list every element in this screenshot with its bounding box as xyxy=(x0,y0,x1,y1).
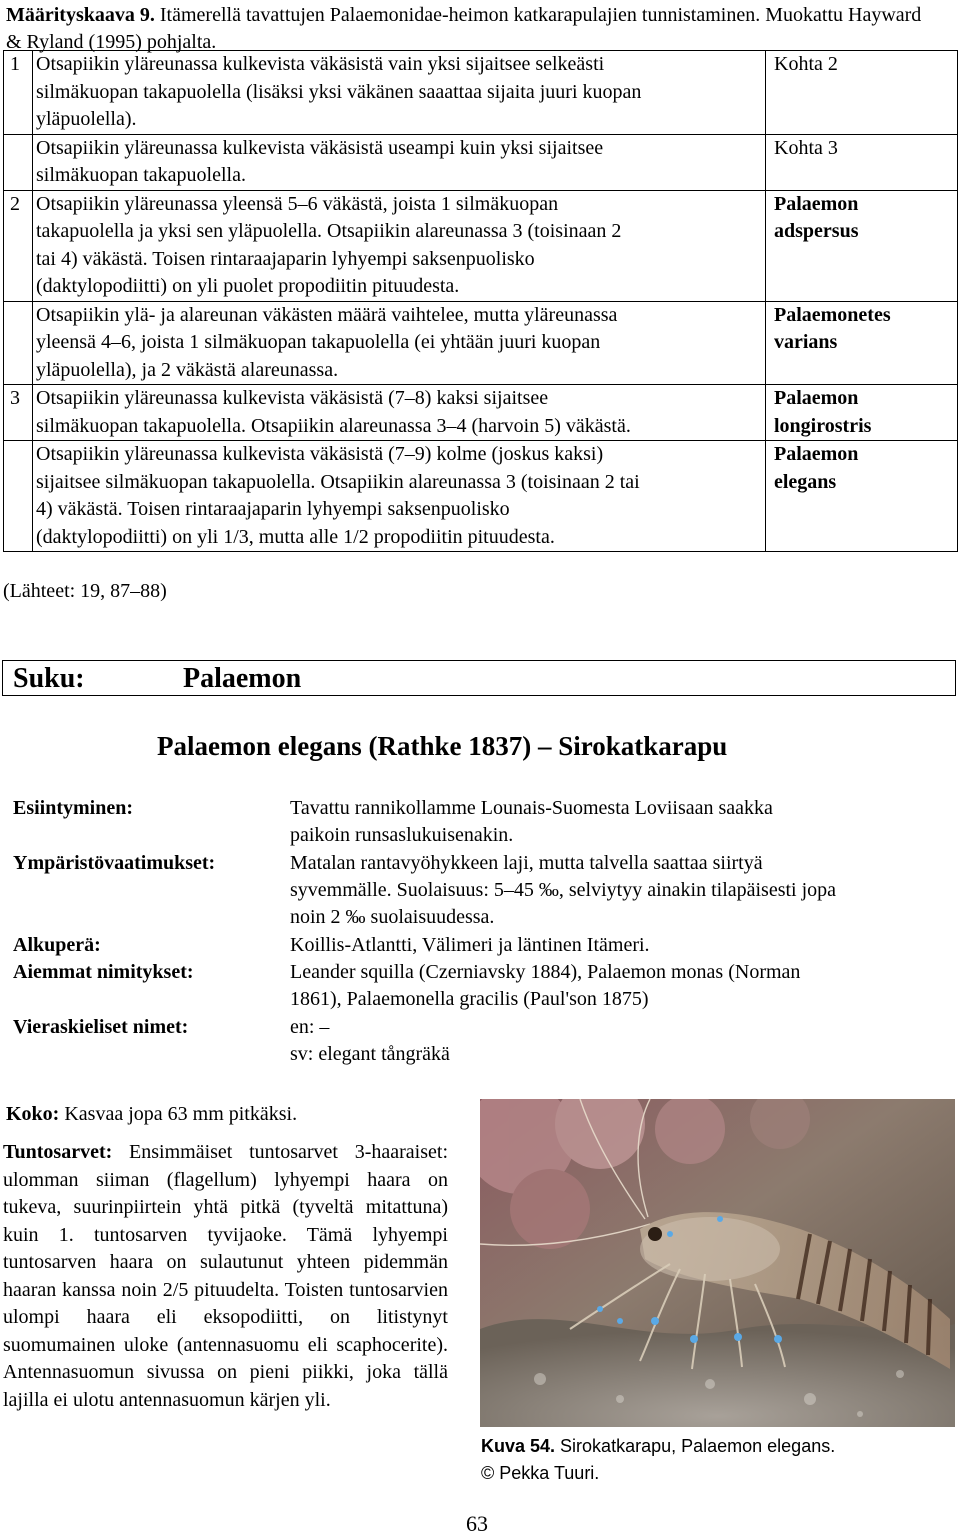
key-row-description xyxy=(33,441,766,552)
figure-text: Sirokatkarapu, Palaemon elegans. xyxy=(555,1436,836,1456)
antennae-text: Ensimmäiset tuntosarvet 3-haaraiset: ulomman siiman (flagellum) lyhyempi haara on tukeva, suurinpiirtein yhtä pitkä (tyveltä mitattuna) kuin 1. tuntosarven tyvijaoke. Tämä lyhyempi tuntosarven haara on sulautunut yhteen pidemmän haaran kanssa noin 2/5 pituudelta. Toisten tuntosarvien ulompi haara eli eksopodiitti, on litistynyt suomumainen uloke (antennasuomu eli scaphocerite). Antennasuomun sivussa on pieni piikki, joka tällä lajilla ei ulotu antennasuomun kärjen yli. xyxy=(3,1141,448,1411)
key-result-line: Palaemon xyxy=(774,387,859,409)
key-row-number xyxy=(4,441,33,552)
key-result-line: adspersus xyxy=(774,220,859,242)
key-row-number: 3 xyxy=(4,385,33,441)
antennae-label: Tuntosarvet: xyxy=(3,1141,113,1163)
key-row xyxy=(4,385,958,441)
figure-label: Kuva 54. xyxy=(481,1436,556,1456)
key-row xyxy=(4,51,958,135)
size-label: Koko: xyxy=(6,1103,60,1125)
size-line xyxy=(6,1101,297,1128)
foreign-names-value xyxy=(290,1014,950,1068)
key-row-number xyxy=(4,134,33,190)
key-description-line: Otsapiikin ylä- ja alareunan väkästen määrä vaihtelee, mutta yläreunassa xyxy=(36,303,618,326)
key-row-number: 2 xyxy=(4,190,33,301)
foreign-name-sv: sv: elegant tångräkä xyxy=(290,1043,450,1065)
shrimp-photo-illustration xyxy=(480,1099,955,1427)
key-description-line: yläpuolella). xyxy=(36,108,137,130)
key-row xyxy=(4,190,958,301)
sources-line: (Lähteet: 19, 87–88) xyxy=(3,580,167,602)
key-description-line: takapuolella ja yksi sen yläpuolella. Otsapiikin alareunassa 3 (toisinaan 2 xyxy=(36,220,622,242)
key-result-line: Kohta 3 xyxy=(774,136,838,159)
key-row xyxy=(4,134,958,190)
occurrence-line: paikoin runsaslukuisenakin. xyxy=(290,824,514,846)
key-row-number: 1 xyxy=(4,51,33,135)
genus-box xyxy=(2,660,956,696)
key-result-line: varians xyxy=(774,331,838,353)
key-description-line: Otsapiikin yläreunassa kulkevista väkäsistä (7–9) kolme (joskus kaksi) xyxy=(36,443,604,465)
key-result-line: Kohta 2 xyxy=(774,53,838,75)
key-row-result xyxy=(766,385,958,441)
key-description-line: Otsapiikin yläreunassa kulkevista väkäsistä useampi kuin yksi sijaitsee xyxy=(36,136,604,159)
key-row-result xyxy=(766,51,958,135)
figure-caption xyxy=(481,1433,835,1460)
key-row-description xyxy=(33,190,766,301)
key-description-line: silmäkuopan takapuolella. Otsapiikin alareunassa 3–4 (harvoin 5) väkästä. xyxy=(36,414,631,437)
key-row xyxy=(4,441,958,552)
occurrence-label: Esiintyminen: xyxy=(13,797,134,819)
key-row-result xyxy=(766,301,958,385)
occurrence-value xyxy=(290,795,950,849)
key-result-line: Palaemonetes xyxy=(774,303,891,326)
environment-label: Ympäristövaatimukset: xyxy=(13,852,216,874)
key-description-line: Otsapiikin yläreunassa kulkevista väkäsistä vain yksi sijaitsee selkeästi xyxy=(36,53,605,75)
identification-key-table xyxy=(3,50,958,552)
environment-line: noin 2 ‰ suolaisuudessa. xyxy=(290,906,495,928)
page-number: 63 xyxy=(466,1511,488,1536)
key-row-description xyxy=(33,385,766,441)
key-description-line: sijaitsee silmäkuopan takapuolella. Otsapiikin alareunassa 3 (toisinaan 2 tai xyxy=(36,470,640,493)
key-result-line: elegans xyxy=(774,470,837,493)
former-names-line: Leander squilla (Czerniavsky 1884), Palaemon monas (Norman xyxy=(290,961,801,983)
foreign-names-label: Vieraskieliset nimet: xyxy=(13,1016,189,1038)
figure-credit: © Pekka Tuuri. xyxy=(481,1463,600,1483)
size-text: Kasvaa jopa 63 mm pitkäksi. xyxy=(59,1103,298,1125)
environment-line: syvemmälle. Suolaisuus: 5–45 ‰, selviytyy ainakin tilapäisesti jopa xyxy=(290,879,837,901)
key-row-result xyxy=(766,134,958,190)
origin-value: Koillis-Atlantti, Välimeri ja läntinen Itämeri. xyxy=(290,934,650,956)
key-description-line: yläpuolella), ja 2 väkästä alareunassa. xyxy=(36,358,339,381)
key-row-number xyxy=(4,301,33,385)
key-description-line: silmäkuopan takapuolella (lisäksi yksi väkänen saaattaa sijaita juuri kuopan xyxy=(36,80,642,103)
key-description-line: (daktylopodiitti) on yli puolet propodiitin pituudesta. xyxy=(36,275,460,297)
key-row-description xyxy=(33,51,766,135)
key-row-result xyxy=(766,441,958,552)
key-caption-label: Määrityskaava 9. xyxy=(6,4,155,26)
antennae-paragraph xyxy=(3,1139,448,1414)
environment-line: Matalan rantavyöhykkeen laji, mutta talvella saattaa siirtyä xyxy=(290,852,763,874)
former-names-value xyxy=(290,959,950,1013)
key-description-line: (daktylopodiitti) on yli 1/3, mutta alle 1/2 propodiitin pituudesta. xyxy=(36,525,555,548)
environment-value xyxy=(290,850,950,931)
genus-name: Palaemon xyxy=(183,663,302,694)
occurrence-line: Tavattu rannikollamme Lounais-Suomesta Loviisaan saakka xyxy=(290,797,773,819)
former-names-label: Aiemmat nimitykset: xyxy=(13,961,194,983)
key-row-description xyxy=(33,134,766,190)
key-row-description xyxy=(33,301,766,385)
shrimp-photo xyxy=(480,1099,955,1427)
key-description-line: Otsapiikin yläreunassa yleensä 5–6 väkästä, joista 1 silmäkuopan xyxy=(36,192,559,215)
key-description-line: silmäkuopan takapuolella. xyxy=(36,164,246,186)
key-caption xyxy=(6,2,936,56)
key-row xyxy=(4,301,958,385)
former-names-line: 1861), Palaemonella gracilis (Paul'son 1875) xyxy=(290,988,649,1010)
key-result-line: Palaemon xyxy=(774,192,859,215)
key-caption-text: Itämerellä tavattujen Palaemonidae-heimon katkarapulajien tunnistaminen. Muokattu Hayward & Ryland (1995) pohjalta. xyxy=(6,4,922,53)
key-description-line: yleensä 4–6, joista 1 silmäkuopan takapuolella (ei yhtään juuri kuopan xyxy=(36,331,601,353)
key-description-line: tai 4) väkästä. Toisen rintaraajaparin lyhyempi saksenpuolisko xyxy=(36,247,535,270)
foreign-name-en: en: – xyxy=(290,1016,330,1038)
genus-label: Suku: xyxy=(13,663,85,694)
key-result-line: longirostris xyxy=(774,414,872,437)
species-heading: Palaemon elegans (Rathke 1837) – Sirokatkarapu xyxy=(157,731,728,761)
key-row-result xyxy=(766,190,958,301)
origin-label: Alkuperä: xyxy=(13,934,101,956)
key-description-line: 4) väkästä. Toisen rintaraajaparin lyhyempi saksenpuolisko xyxy=(36,498,510,520)
key-description-line: Otsapiikin yläreunassa kulkevista väkäsistä (7–8) kaksi sijaitsee xyxy=(36,387,549,409)
key-result-line: Palaemon xyxy=(774,443,859,465)
